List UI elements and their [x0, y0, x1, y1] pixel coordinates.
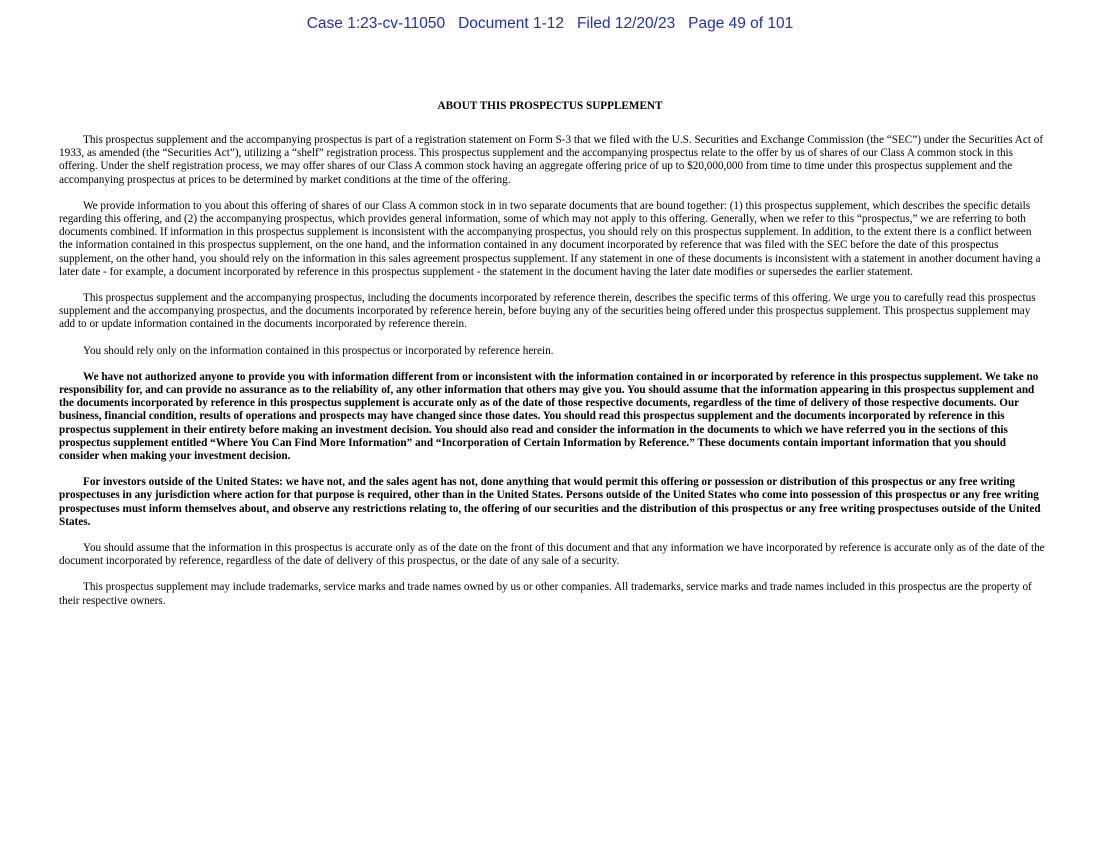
- paragraph-accuracy-date: You should assume that the information in this prospectus is accurate only as of the date on the front of this document and that any information we have incorporated by reference is accurate only as of the date of the document incorporated by reference, regardless of the date of delivery of this prospectus, or the date of any sale of a security.: [59, 542, 1045, 568]
- document-body: [59, 134, 1047, 621]
- paragraph-trademarks: This prospectus supplement may include trademarks, service marks and trade names owned by us or other companies. All trademarks, service marks and trade names included in this prospectus are the property of their respective owners.: [59, 581, 1032, 607]
- paragraph-rely-only: You should rely only on the information contained in this prospectus or incorporated by reference herein.: [83, 344, 554, 357]
- paragraph-two-documents: We provide information to you about this offering of shares of our Class A common stock in in two separate documents that are bound together: (1) this prospectus supplement, which describes the specific details regarding this offering, and (2) the accompanying prospectus, which provides general information, some of which may not apply to this offering. Generally, when we refer to this “prospectus,” we are referring to both documents combined. If information in this prospectus supplement is inconsistent with the accompanying prospectus, you should rely on this prospectus supplement. In addition, to the extent there is a conflict between the information contained in this prospectus supplement, on the one hand, and the information contained in any document incorporated by reference that was filed with the SEC before the date of this prospectus supplement, on the other hand, you should rely on the information in this sales agreement prospectus supplement. If any statement in one of these documents is inconsistent with a statement in another document having a later date - for example, a document incorporated by reference in this prospectus supplement - the statement in the document having the later date modifies or supersedes the earlier statement.: [59, 199, 1041, 278]
- paragraph-specific-terms: This prospectus supplement and the accompanying prospectus, including the documents incorporated by reference therein, describes the specific terms of this offering. We urge you to carefully read this prospectus supplement and the accompanying prospectus, and the documents incorporated by reference herein, before buying any of the securities being offered under this prospectus supplement. This prospectus supplement may add to or update information contained in the documents incorporated by reference therein.: [59, 292, 1036, 331]
- court-filing-header: Case 1:23-cv-11050 Document 1-12 Filed 12/20/23 Page 49 of 101: [306, 15, 794, 32]
- paragraph-no-authorization: We have not authorized anyone to provide you with information different from or inconsistent with the information contained in or incorporated by reference in this prospectus supplement. We take no responsibility for, and can provide no assurance as to the reliability of, any other information that others may give you. You should assume that the information appearing in this prospectus supplement and the documents incorporated by reference in this prospectus supplement is accurate only as of the date of those respective documents, regardless of the time of delivery of those respective documents. Our business, financial condition, results of operations and prospects may have changed since those dates. You should read this prospectus supplement and the documents incorporated by reference in this prospectus supplement in their entirety before making an investment decision. You should also read and consider the information in the documents to which we have referred you in the sections of this prospectus supplement entitled “Where You Can Find More Information” and “Incorporation of Certain Information by Reference.” These documents contain important information that you should consider when making your investment decision.: [59, 370, 1039, 463]
- paragraph-non-us-investors: For investors outside of the United States: we have not, and the sales agent has not, done anything that would permit this offering or possession or distribution of this prospectus or any free writing prospectuses in any jurisdiction where action for that purpose is required, other than in the United States. Persons outside of the United States who come into possession of this prospectus or any free writing prospectuses must inform themselves about, and observe any restrictions relating to, the offering of our securities and the distribution of this prospectus or any free writing prospectuses outside of the United States.: [59, 476, 1041, 528]
- section-title: ABOUT THIS PROSPECTUS SUPPLEMENT: [437, 100, 663, 112]
- paragraph-shelf-registration: This prospectus supplement and the accompanying prospectus is part of a registration statement on Form S-3 that we filed with the U.S. Securities and Exchange Commission (the “SEC”) under the Securities Act of 1933, as amended (the “Securities Act”), utilizing a “shelf” registration process. This prospectus supplement and the accompanying prospectus relate to the offer by us of shares of our Class A common stock in this offering. Under the shelf registration process, we may offer shares of our Class A common stock having an aggregate offering price of up to $20,000,000 from time to time under this prospectus supplement and the accompanying prospectus at prices to be determined by market conditions at the time of the offering.: [59, 134, 1044, 186]
